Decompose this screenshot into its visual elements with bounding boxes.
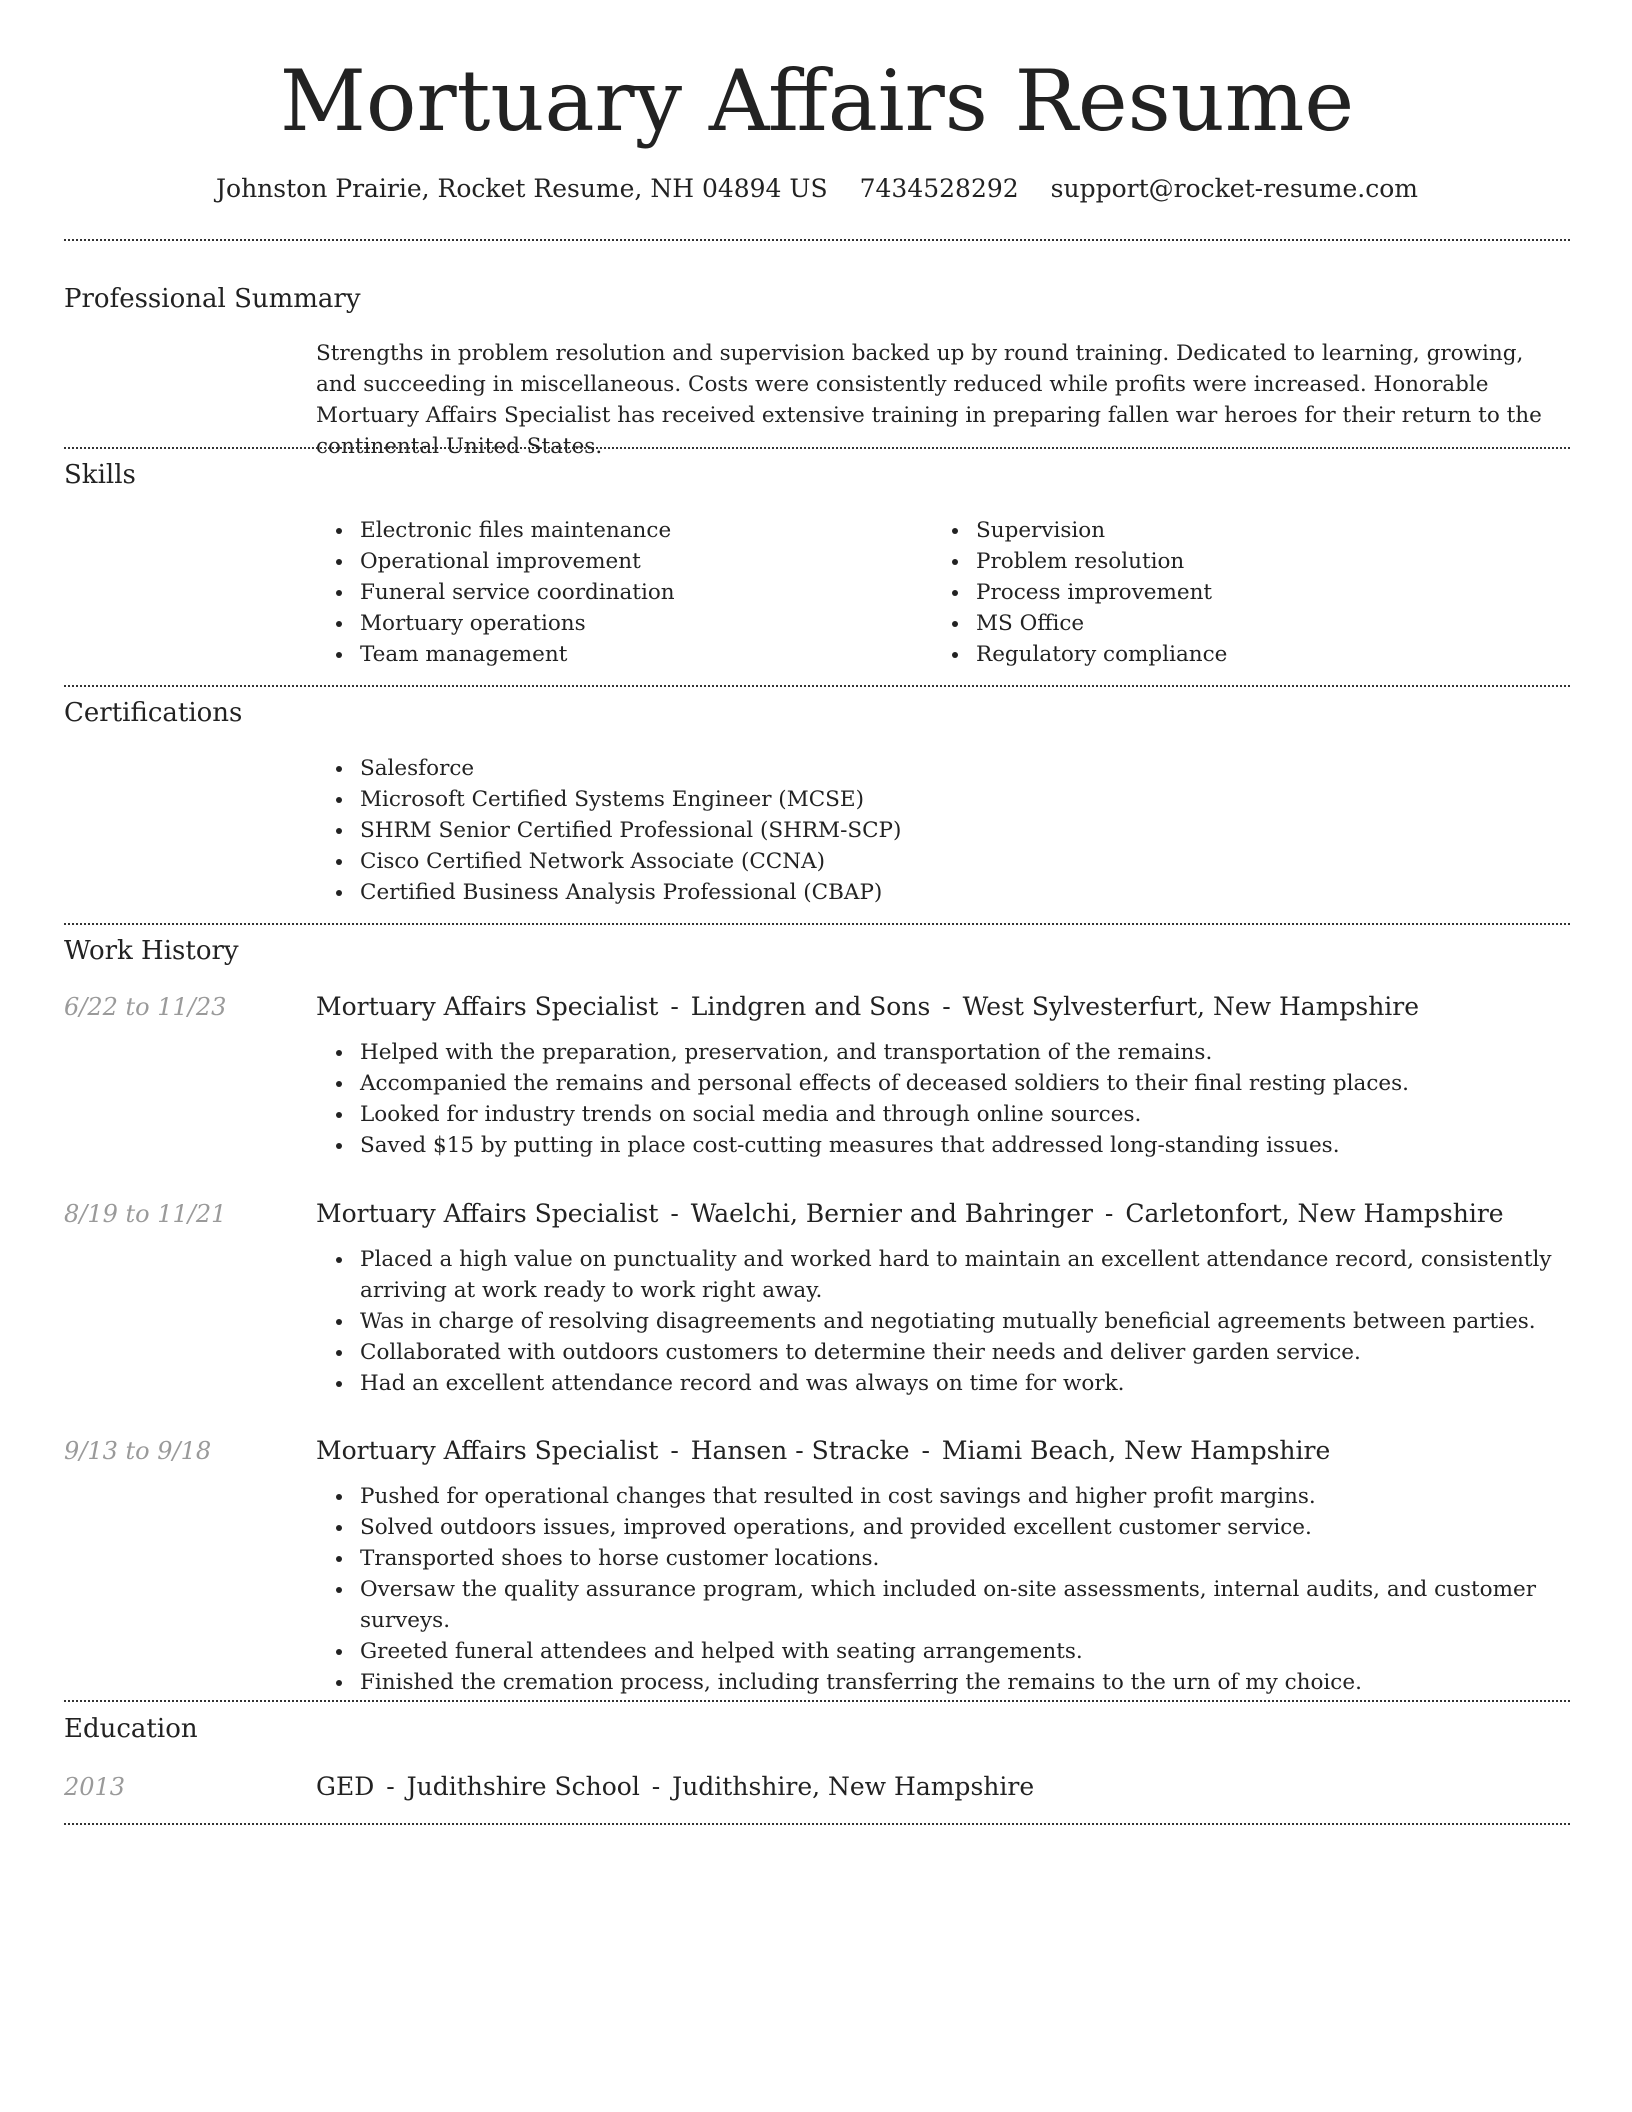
- job-bullets: [316, 1037, 1570, 1161]
- divider: [64, 685, 1570, 687]
- skills-section: [316, 515, 1570, 670]
- job-title: Mortuary Affairs Specialist: [316, 992, 659, 1021]
- certification-item: SHRM Senior Certified Professional (SHRM-SCP): [316, 815, 1570, 846]
- job-bullet: Had an excellent attendance record and was always on time for work.: [316, 1368, 1570, 1399]
- certifications-list: [316, 753, 1570, 908]
- divider: [64, 1700, 1570, 1702]
- job-company: Lindgren and Sons: [690, 992, 931, 1021]
- job-company: Waelchi, Bernier and Bahringer: [690, 1199, 1093, 1228]
- certification-item: Salesforce: [316, 753, 1570, 784]
- job-bullet: Pushed for operational changes that resulted in cost savings and higher profit margins.: [316, 1481, 1570, 1512]
- job-entry: [316, 1197, 1570, 1399]
- job-bullet: Looked for industry trends on social media and through online sources.: [316, 1099, 1570, 1130]
- job-entry: [316, 1434, 1570, 1698]
- job-heading: Mortuary Affairs Specialist - Hansen - Stracke - Miami Beach, New Hampshire: [316, 1436, 1331, 1465]
- job-bullets: [316, 1481, 1570, 1698]
- summary-heading: Professional Summary: [64, 284, 361, 314]
- certification-item: Cisco Certified Network Associate (CCNA): [316, 846, 1570, 877]
- skill-item: MS Office: [932, 608, 1548, 639]
- job-bullets: [316, 1244, 1570, 1399]
- job-date: 6/22 to 11/23: [64, 993, 227, 1021]
- job-bullet: Solved outdoors issues, improved operations, and provided excellent customer service.: [316, 1512, 1570, 1543]
- certification-item: Microsoft Certified Systems Engineer (MCSE): [316, 784, 1570, 815]
- skills-heading: Skills: [64, 460, 136, 490]
- skill-item: Problem resolution: [932, 546, 1548, 577]
- education-location: Judithshire, New Hampshire: [672, 1772, 1035, 1801]
- resume-title: Mortuary Affairs Resume: [279, 52, 1355, 150]
- job-bullet: Was in charge of resolving disagreements and negotiating mutually beneficial agreements between parties.: [316, 1306, 1570, 1337]
- divider: [64, 923, 1570, 925]
- divider: [64, 239, 1570, 241]
- job-location: Carletonfort, New Hampshire: [1125, 1199, 1504, 1228]
- skill-item: Operational improvement: [316, 546, 932, 577]
- job-heading: Mortuary Affairs Specialist - Waelchi, Bernier and Bahringer - Carletonfort, New Hampshire: [316, 1199, 1504, 1228]
- skill-item: Supervision: [932, 515, 1548, 546]
- job-bullet: Placed a high value on punctuality and worked hard to maintain an excellent attendance record, consistently arriving at work ready to work right away.: [316, 1244, 1570, 1306]
- skill-item: Team management: [316, 639, 932, 670]
- skills-list-right: [932, 515, 1548, 670]
- education-school: Judithshire School: [406, 1772, 640, 1801]
- job-bullet: Saved $15 by putting in place cost-cutting measures that addressed long-standing issues.: [316, 1130, 1570, 1161]
- job-location: West Sylvesterfurt, New Hampshire: [962, 992, 1420, 1021]
- job-date: 8/19 to 11/21: [64, 1200, 227, 1228]
- summary-text: Strengths in problem resolution and supervision backed up by round training. Dedicated to learning, growing, and succeeding in miscellaneous. Costs were consistently reduced while profits were increased. Honorable Mortuary Affairs Specialist has received extensive training in preparing fallen war heroes for their return to the continental United States.: [316, 341, 1542, 459]
- job-company: Hansen - Stracke: [690, 1436, 910, 1465]
- skill-item: Electronic files maintenance: [316, 515, 932, 546]
- education-heading: Education: [64, 1714, 198, 1744]
- skills-list-left: [316, 515, 932, 670]
- skill-item: Mortuary operations: [316, 608, 932, 639]
- job-title: Mortuary Affairs Specialist: [316, 1199, 659, 1228]
- contact-email: support@rocket-resume.com: [1050, 174, 1418, 203]
- certifications-section: [316, 753, 1570, 908]
- job-entry: [316, 990, 1570, 1161]
- summary-section: [316, 338, 1570, 462]
- job-bullet: Oversaw the quality assurance program, which included on-site assessments, internal audits, and customer surveys.: [316, 1574, 1570, 1636]
- education-heading-line: GED - Judithshire School - Judithshire, New Hampshire: [316, 1772, 1035, 1801]
- certifications-heading: Certifications: [64, 698, 243, 728]
- job-bullet: Transported shoes to horse customer locations.: [316, 1543, 1570, 1574]
- education-date: 2013: [64, 1773, 126, 1801]
- job-heading: Mortuary Affairs Specialist - Lindgren and Sons - West Sylvesterfurt, New Hampshire: [316, 992, 1420, 1021]
- contact-phone: 7434528292: [859, 174, 1019, 203]
- job-location: Miami Beach, New Hampshire: [941, 1436, 1331, 1465]
- job-bullet: Greeted funeral attendees and helped with seating arrangements.: [316, 1636, 1570, 1667]
- divider: [64, 1823, 1570, 1825]
- contact-info: [64, 172, 1570, 206]
- work-history-heading: Work History: [64, 936, 239, 966]
- certification-item: Certified Business Analysis Professional (CBAP): [316, 877, 1570, 908]
- job-bullet: Finished the cremation process, including transferring the remains to the urn of my choice.: [316, 1667, 1570, 1698]
- contact-address: Johnston Prairie, Rocket Resume, NH 04894 US: [216, 174, 828, 203]
- skill-item: Funeral service coordination: [316, 577, 932, 608]
- job-title: Mortuary Affairs Specialist: [316, 1436, 659, 1465]
- job-bullet: Helped with the preparation, preservation, and transportation of the remains.: [316, 1037, 1570, 1068]
- education-degree: GED: [316, 1772, 375, 1801]
- education-entry: [316, 1770, 1570, 1804]
- job-bullet: Accompanied the remains and personal effects of deceased soldiers to their final resting places.: [316, 1068, 1570, 1099]
- job-bullet: Collaborated with outdoors customers to determine their needs and deliver garden service.: [316, 1337, 1570, 1368]
- skill-item: Process improvement: [932, 577, 1548, 608]
- job-date: 9/13 to 9/18: [64, 1437, 212, 1465]
- skill-item: Regulatory compliance: [932, 639, 1548, 670]
- divider: [64, 447, 1570, 449]
